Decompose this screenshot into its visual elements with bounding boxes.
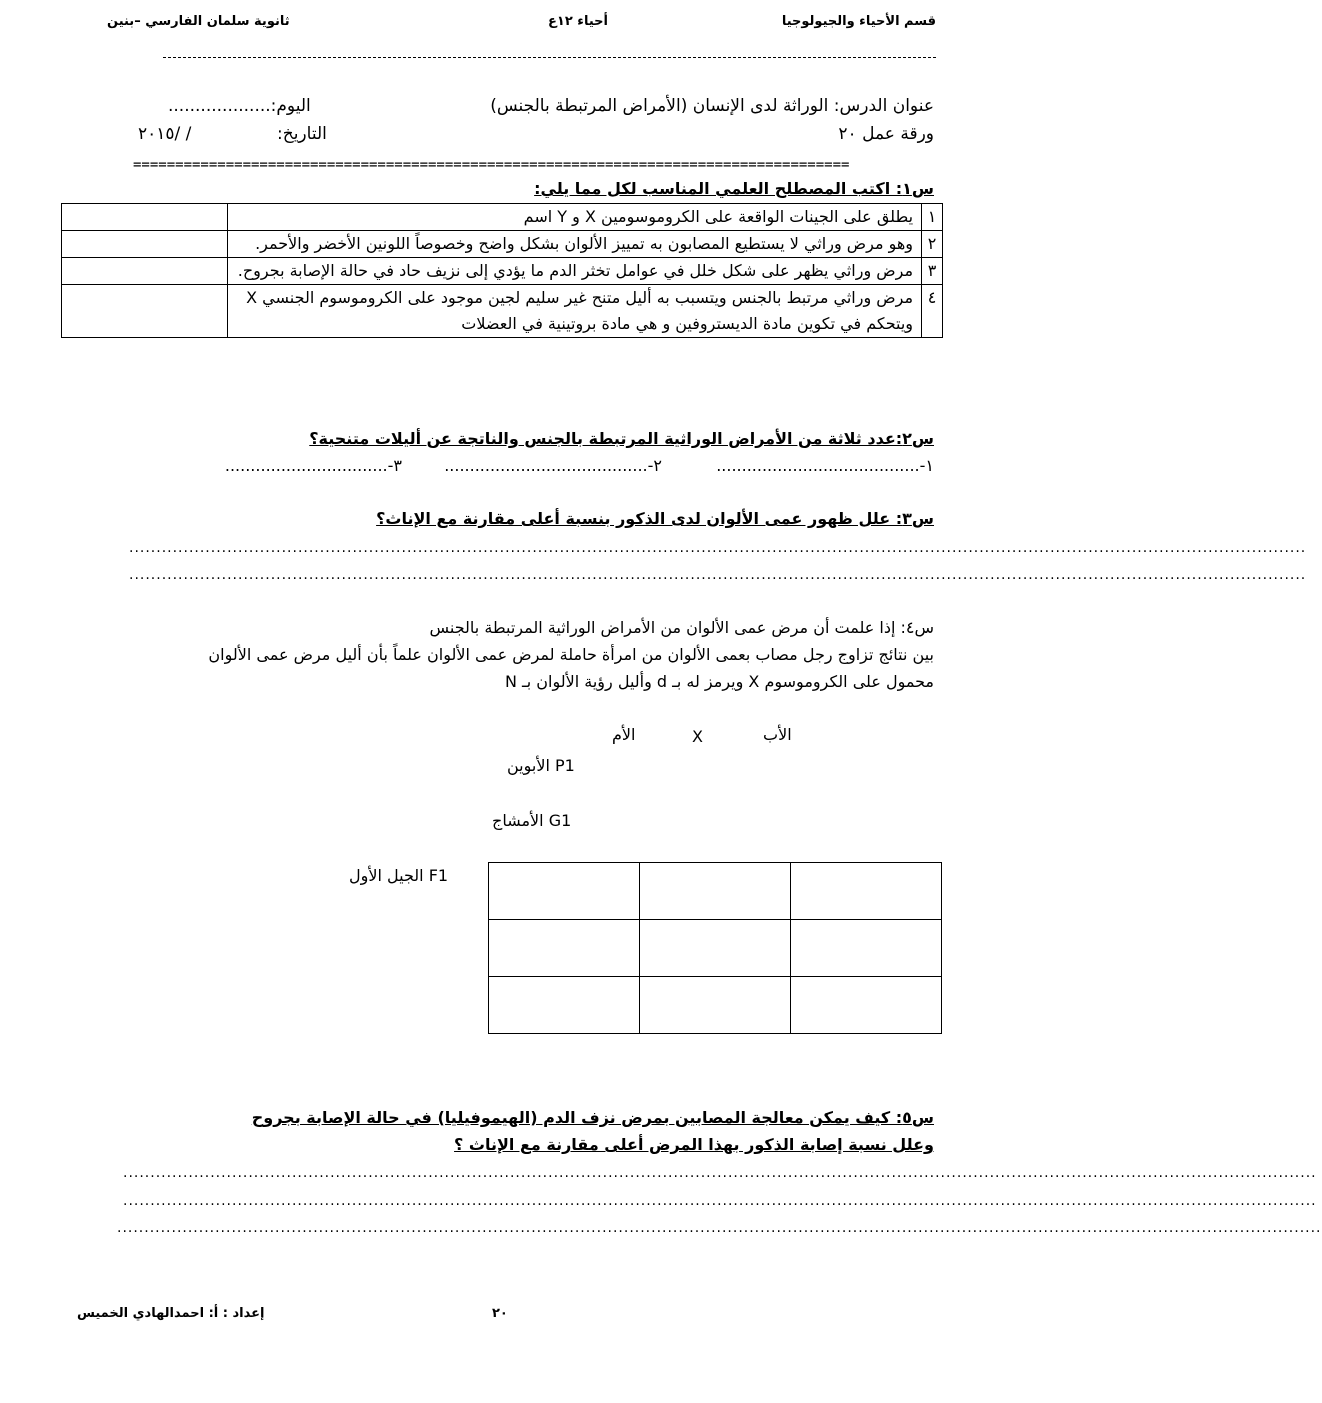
parents-label: P1 الأبوين	[507, 756, 575, 775]
q1-heading: س١: اكتب المصطلح العلمي المناسب لكل مما يلي:	[534, 179, 934, 198]
course-label: أحياء ١٢ع	[548, 14, 608, 29]
q2-answer-2[interactable]: ٢-........................................	[444, 456, 662, 475]
q3-answer-line[interactable]: ........................................................................................................................................................................................................................	[129, 567, 1307, 583]
punnett-cell[interactable]	[640, 863, 791, 920]
q5-answer-line[interactable]: .............................................................................................................................................................................................................................	[117, 1220, 1322, 1236]
punnett-cell[interactable]	[489, 863, 640, 920]
q2-answer-1[interactable]: ١-........................................	[716, 456, 934, 475]
q4-intro: س٤: إذا علمت أن مرض عمى الألوان من الأمراض الوراثية المرتبطة بالجنس	[429, 618, 934, 637]
row-number: ٣	[922, 258, 943, 285]
table-row	[62, 231, 943, 258]
answer-cell[interactable]	[62, 231, 228, 258]
q5-heading-line1: س٥: كيف يمكن معالجة المصابين بمرض نزف الدم (الهيموفيليا) في حالة الإصابة بجروح	[251, 1108, 934, 1127]
father-label: الأب	[763, 725, 792, 744]
mother-label: الأم	[612, 725, 636, 744]
row-description: يطلق على الجينات الواقعة على الكروموسومين X و Y اسم	[228, 204, 922, 231]
q4-line3: محمول على الكروموسوم X ويرمز له بـ d وأليل رؤية الألوان بـ N	[505, 672, 934, 691]
punnett-cell[interactable]	[640, 920, 791, 977]
answer-cell[interactable]	[62, 258, 228, 285]
q3-heading: س٣: علل ظهور عمى الألوان لدى الذكور بنسبة أعلى مقارنة مع الإناث؟	[376, 509, 934, 528]
punnett-cell[interactable]	[640, 977, 791, 1034]
cross-symbol: X	[692, 727, 703, 746]
q2-answer-3[interactable]: ٣-................................	[224, 456, 402, 475]
worksheet-number: ورقة عمل ٢٠	[838, 124, 934, 144]
date-label: التاريخ:	[277, 124, 327, 144]
punnett-cell[interactable]	[791, 863, 942, 920]
row-description: وهو مرض وراثي لا يستطيع المصابون به تمييز الألوان بشكل واضح وخصوصاً اللونين الأخضر والأحمر.	[228, 231, 922, 258]
punnett-cell[interactable]	[489, 920, 640, 977]
q4-line2: بين نتائج تزاوج رجل مصاب بعمى الألوان من امرأة حاملة لمرض عمى الألوان علماً بأن أليل مرض عمى الألوان	[208, 645, 934, 664]
table-row	[62, 285, 943, 338]
q1-table	[61, 203, 943, 338]
answer-cell[interactable]	[62, 285, 228, 338]
gametes-label: G1 الأمشاج	[492, 811, 572, 830]
answer-cell[interactable]	[62, 204, 228, 231]
row-number: ١	[922, 204, 943, 231]
table-row	[62, 258, 943, 285]
punnett-row	[489, 863, 942, 920]
punnett-cell[interactable]	[489, 977, 640, 1034]
q5-heading-line2: وعلل نسبة إصابة الذكور بهذا المرض أعلى مقارنة مع الإناث ؟	[454, 1135, 934, 1154]
q5-answer-line[interactable]: ...........................................................................................................................................................................................................................	[123, 1193, 1317, 1209]
q5-answer-line[interactable]: ...........................................................................................................................................................................................................................	[123, 1165, 1317, 1181]
q3-answer-line[interactable]: ........................................................................................................................................................................................................................	[129, 540, 1307, 556]
f1-label: F1 الجيل الأول	[349, 866, 449, 885]
punnett-row	[489, 977, 942, 1034]
school-label: ثانوية سلمان الفارسي –بنين	[107, 14, 290, 29]
lesson-title: عنوان الدرس: الوراثة لدى الإنسان (الأمراض المرتبطة بالجنس)	[490, 96, 934, 116]
row-description: مرض وراثي مرتبط بالجنس ويتسبب به أليل متنح غير سليم لجين موجود على الكروموسوم الجنسي X ويتحكم في تكوين مادة الديستروفين و هي مادة بروتينية في العضلات	[228, 285, 922, 338]
date-field[interactable]: / /٢٠١٥	[138, 124, 192, 144]
row-number: ٤	[922, 285, 943, 338]
day-field[interactable]: اليوم:...................	[168, 96, 311, 116]
department-label: قسم الأحياء والجيولوجيا	[781, 14, 936, 29]
punnett-square	[488, 862, 942, 1034]
author-credit: إعداد : أ: احمدالهادي الخميس	[77, 1306, 265, 1321]
header-divider	[163, 57, 936, 58]
punnett-row	[489, 920, 942, 977]
punnett-cell[interactable]	[791, 920, 942, 977]
double-divider: =====================================================================================	[133, 157, 850, 173]
punnett-cell[interactable]	[791, 977, 942, 1034]
row-number: ٢	[922, 231, 943, 258]
table-row	[62, 204, 943, 231]
q2-heading: س٢:عدد ثلاثة من الأمراض الوراثية المرتبطة بالجنس والناتجة عن أليلات متنحية؟	[309, 429, 934, 448]
page-number: ٢٠	[492, 1306, 508, 1321]
row-description: مرض وراثي يظهر على شكل خلل في عوامل تخثر الدم ما يؤدي إلى نزيف حاد في حالة الإصابة بجروح.	[228, 258, 922, 285]
